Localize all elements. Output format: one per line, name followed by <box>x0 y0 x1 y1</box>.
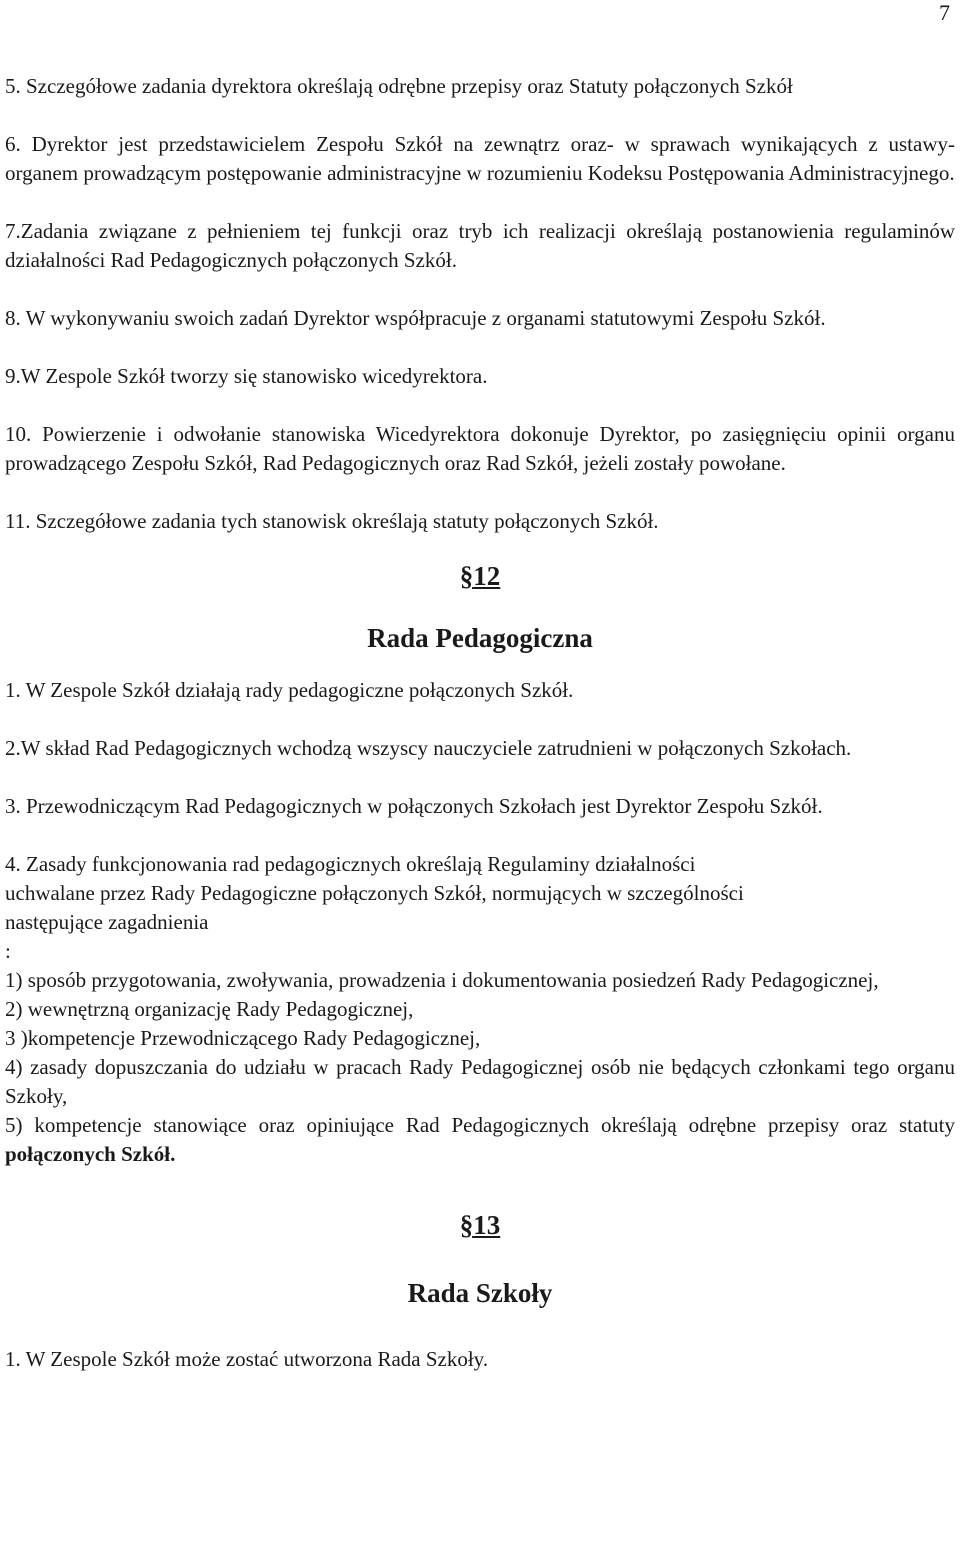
paragraph-7: 7.Zadania związane z pełnieniem tej funkcji oraz tryb ich realizacji określają postanowienia regulaminów działalności Rad Pedagogicznych połączonych Szkół. <box>5 219 955 272</box>
paragraph-8: 8. W wykonywaniu swoich zadań Dyrektor współpracuje z organami statutowymi Zespołu Szkół. <box>5 306 826 330</box>
paragraph-4-colon: : <box>5 939 11 963</box>
section-12-paragraph-2: 2.W skład Rad Pedagogicznych wchodzą wszyscy nauczyciele zatrudnieni w połączonych Szkołach. <box>5 736 852 760</box>
section-13-heading <box>5 1209 955 1241</box>
section-12-paragraph-3: 3. Przewodniczącym Rad Pedagogicznych w połączonych Szkołach jest Dyrektor Zespołu Szkół. <box>5 794 823 818</box>
section-13-paragraph-1: 1. W Zespole Szkół może zostać utworzona Rada Szkoły. <box>5 1347 489 1371</box>
paragraph-5: 5. Szczegółowe zadania dyrektora określają odrębne przepisy oraz Statuty połączonych Szkół <box>5 74 793 98</box>
section-12-heading <box>5 560 955 592</box>
list-item-5-text: 5) kompetencje stanowiące oraz opiniujące Rad Pedagogicznych określają odrębne przepisy oraz statuty <box>5 1113 955 1137</box>
section-number: 12 <box>473 561 501 591</box>
section-symbol: § <box>459 1210 474 1240</box>
list-item-2: 2) wewnętrzną organizację Rady Pedagogicznej, <box>5 997 414 1021</box>
section-12-paragraph-1: 1. W Zespole Szkół działają rady pedagogiczne połączonych Szkół. <box>5 678 574 702</box>
section-symbol: § <box>459 561 474 591</box>
paragraph-10: 10. Powierzenie i odwołanie stanowiska Wicedyrektora dokonuje Dyrektor, po zasięgnięciu opinii organu prowadzącego Zespołu Szkół, Rad Pedagogicznych oraz Rad Szkół, jeżeli zostały powołane. <box>5 422 955 475</box>
paragraph-9: 9.W Zespole Szkół tworzy się stanowisko wicedyrektora. <box>5 364 488 388</box>
document-body <box>5 72 955 1374</box>
list-item-4: 4) zasady dopuszczania do udziału w pracach Rady Pedagogicznej osób nie będących członkami tego organu Szkoły, <box>5 1055 955 1108</box>
paragraph-4-line-1: 4. Zasady funkcjonowania rad pedagogicznych określają Regulaminy działalności <box>5 852 696 876</box>
page-number: 7 <box>939 0 950 25</box>
section-number: 13 <box>473 1210 501 1240</box>
list-item-5 <box>5 1111 955 1169</box>
list-item-3: 3 )kompetencje Przewodniczącego Rady Pedagogicznej, <box>5 1026 481 1050</box>
section-12-paragraph-4 <box>5 850 955 966</box>
paragraph-4-line-3: następujące zagadnienia <box>5 910 209 934</box>
list-item-5-bold: połączonych Szkół. <box>5 1142 176 1166</box>
paragraph-6: 6. Dyrektor jest przedstawicielem Zespołu Szkół na zewnątrz oraz- w sprawach wynikających z ustawy- organem prowadzącym postępowanie administracyjne w rozumieniu Kodeksu Postępowania Administracyjnego. <box>5 132 955 185</box>
section-12-title: Rada Pedagogiczna <box>367 623 593 653</box>
section-13-title: Rada Szkoły <box>407 1278 553 1308</box>
list-item-1: 1) sposób przygotowania, zwoływania, prowadzenia i dokumentowania posiedzeń Rady Pedagogicznej, <box>5 968 879 992</box>
paragraph-4-line-2: uchwalane przez Rady Pedagogiczne połączonych Szkół, normujących w szczególności <box>5 881 744 905</box>
paragraph-11: 11. Szczegółowe zadania tych stanowisk określają statuty połączonych Szkół. <box>5 509 659 533</box>
